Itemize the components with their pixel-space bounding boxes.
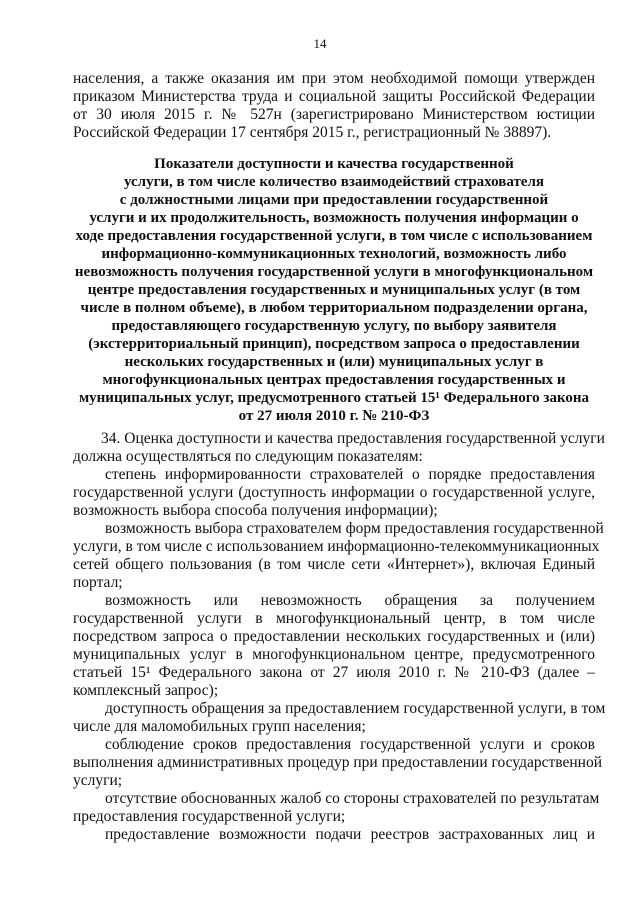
body-line: отсутствие обоснованных жалоб со стороны страхователей по результатам bbox=[105, 790, 600, 807]
body-line: соблюдение сроков предоставления государственной услуги и сроков bbox=[105, 736, 595, 753]
heading-line: ходе предоставления государственной услуги, в том числе с использованием bbox=[75, 228, 593, 244]
body-line: комплексный запрос); bbox=[73, 682, 219, 699]
body-line: портал; bbox=[73, 574, 123, 591]
heading-line: невозможность получения государственной услуги в многофункциональном bbox=[74, 264, 594, 280]
intro-line: Российской Федерации 17 сентября 2015 г., регистрационный № 38897). bbox=[73, 124, 552, 141]
body-line: предоставление возможности подачи реестров застрахованных лиц и bbox=[105, 826, 595, 843]
body-line: сетей общего пользования (в том числе сети «Интернет»), включая Единый bbox=[73, 556, 595, 573]
body-line: возможность выбора страхователем форм предоставления государственной bbox=[105, 520, 604, 537]
body-line: посредством запроса о предоставлении нескольких государственных и (или) bbox=[73, 628, 595, 645]
heading-line: нескольких государственных и (или) муниципальных услуг в bbox=[124, 354, 544, 370]
heading-line: многофункциональных центрах предоставления государственных и bbox=[102, 372, 566, 388]
intro-line: населения, а также оказания им при этом необходимой помощи утвержден bbox=[73, 70, 595, 87]
heading-line: услуги и их продолжительность, возможность получения информации о bbox=[89, 210, 579, 226]
heading-line: предоставляющего государственную услугу, по выбору заявителя bbox=[111, 318, 557, 334]
heading-line: числе в полном объеме), в любом территориальном подразделении органа, bbox=[80, 300, 588, 316]
body-line: доступность обращения за предоставлением государственной услуги, в том bbox=[105, 700, 606, 717]
heading-line: центре предоставления государственных и муниципальных услуг (в том bbox=[87, 282, 581, 298]
body-line: статьей 15¹ Федерального закона от 27 июля 2010 г. № 210-ФЗ (далее – bbox=[73, 664, 595, 681]
heading-line: (экстерриториальный принцип), посредством запроса о предоставлении bbox=[88, 336, 580, 352]
page-number: 14 bbox=[313, 36, 327, 51]
intro-line: от 30 июля 2015 г. № 527н (зарегистрировано Министерством юстиции bbox=[73, 106, 595, 123]
heading-line: от 27 июля 2010 г. № 210-ФЗ bbox=[238, 408, 430, 424]
heading-line: муниципальных услуг, предусмотренного статьей 15¹ Федерального закона bbox=[78, 390, 590, 406]
heading-line: Показатели доступности и качества государственной bbox=[154, 156, 514, 172]
body-line: должна осуществляться по следующим показателям: bbox=[73, 448, 423, 465]
body-line: возможность выбора способа получения информации); bbox=[73, 502, 438, 519]
intro-line: приказом Министерства труда и социальной защиты Российской Федерации bbox=[73, 88, 595, 105]
body-line: предоставления государственной услуги; bbox=[73, 808, 346, 825]
body-line: 34. Оценка доступности и качества предоставления государственной услуги bbox=[101, 430, 605, 447]
heading-line: с должностными лицами при предоставлении государственной bbox=[119, 192, 549, 208]
heading-line: информационно-коммуникационных технологий, возможность либо bbox=[101, 246, 567, 262]
body-line: государственной услуги (доступность информации о государственной услуге, bbox=[73, 484, 595, 501]
body-line: услуги, в том числе с использованием информационно-телекоммуникационных bbox=[73, 538, 600, 555]
body-line: возможность или невозможность обращения за получением bbox=[105, 592, 595, 609]
heading-line: услуги, в том числе количество взаимодействий страхователя bbox=[123, 174, 544, 190]
body-line: муниципальных услуг в многофункциональном центре, предусмотренного bbox=[73, 646, 595, 663]
body-line: выполнения административных процедур при предоставлении государственной bbox=[73, 754, 602, 771]
body-line: услуги; bbox=[73, 772, 123, 789]
body-line: степень информированности страхователей о порядке предоставления bbox=[105, 466, 595, 483]
body-line: числе для маломобильных групп населения; bbox=[73, 718, 366, 735]
body-line: государственной услуги в многофункциональный центр, в том числе bbox=[73, 610, 595, 627]
